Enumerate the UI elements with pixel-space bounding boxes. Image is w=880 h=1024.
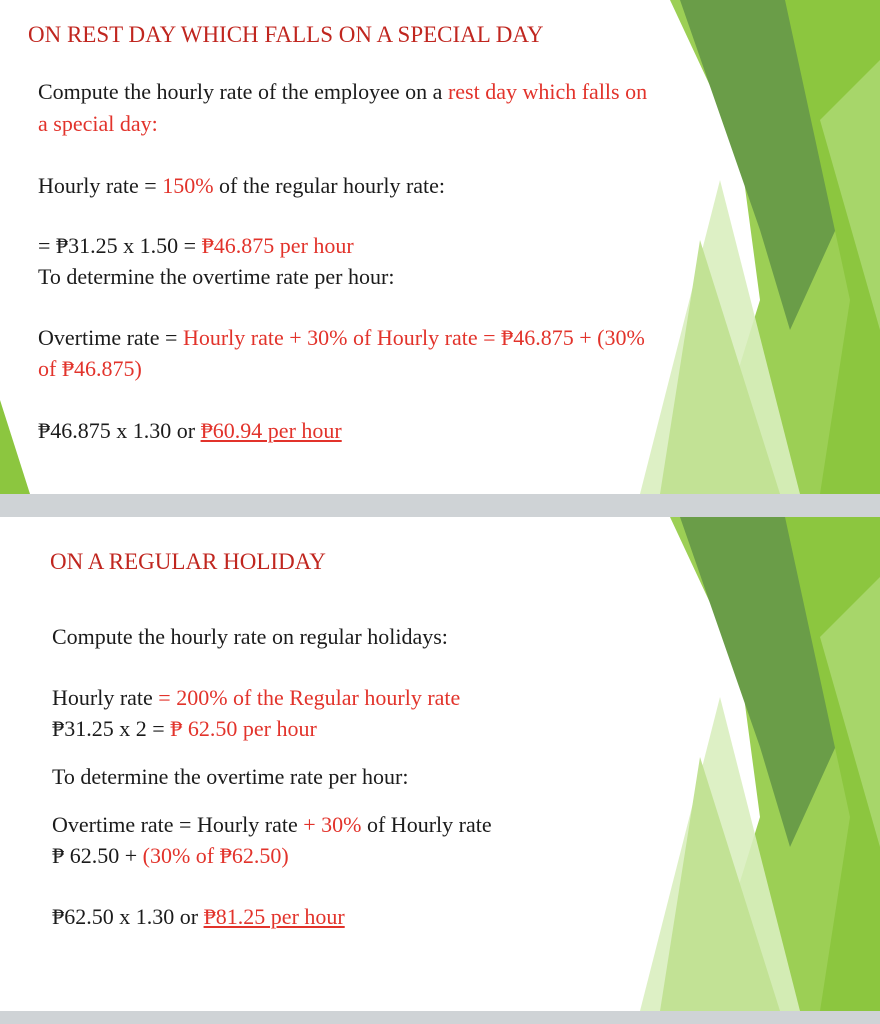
overtime-rest: of Hourly rate [361, 812, 492, 837]
overtime-line-1 [38, 322, 645, 353]
overtime-label: Overtime rate = Hourly rate [52, 812, 304, 837]
overtime-intro: To determine the overtime rate per hour: [38, 264, 395, 289]
hourly-rate-formula: = 200% of the Regular hourly rate [158, 685, 461, 710]
overtime-intro: To determine the overtime rate per hour: [52, 764, 409, 789]
final-line [52, 901, 345, 932]
overtime-line-1 [52, 809, 492, 840]
intro-line: Compute the hourly rate on regular holidays: [52, 624, 448, 649]
overtime-line-2 [52, 840, 289, 871]
overtime-label: Overtime rate = [38, 325, 183, 350]
calculation-text: = ₱31.25 x 1.50 = [38, 233, 202, 258]
slide-rest-day-special-day [0, 0, 880, 494]
hourly-rate-line [38, 170, 445, 201]
calculation-line [38, 230, 354, 261]
overtime-base: ₱ 62.50 + [52, 843, 143, 868]
hourly-rate-rest: of the regular hourly rate: [213, 173, 446, 198]
slide-title: ON REST DAY WHICH FALLS ON A SPECIAL DAY [28, 22, 544, 47]
calculation-result: ₱ 62.50 per hour [170, 716, 317, 741]
overtime-percent: + 30% [303, 812, 362, 837]
final-line [38, 415, 342, 446]
calculation-result: ₱46.875 per hour [201, 233, 354, 258]
final-result: ₱81.25 per hour [203, 904, 345, 929]
final-result: ₱60.94 per hour [200, 418, 342, 443]
hourly-rate-label: Hourly rate [52, 685, 159, 710]
overtime-line-2: of ₱46.875) [38, 356, 142, 381]
intro-line-2: a special day: [38, 111, 158, 136]
final-text: ₱62.50 x 1.30 or [52, 904, 204, 929]
overtime-addition: (30% of ₱62.50) [142, 843, 289, 868]
overtime-formula: Hourly rate + 30% of Hourly rate = ₱46.875 + (30% [182, 325, 645, 350]
slide-title: ON A REGULAR HOLIDAY [50, 549, 326, 574]
calculation-line [52, 713, 317, 744]
hourly-rate-percent: 150% [162, 173, 214, 198]
hourly-rate-label: Hourly rate = [38, 173, 163, 198]
hourly-rate-line [52, 682, 460, 713]
calculation-text: ₱31.25 x 2 = [52, 716, 171, 741]
intro-highlight: rest day which falls on [447, 79, 648, 104]
final-text: ₱46.875 x 1.30 or [38, 418, 201, 443]
intro-line-1 [38, 76, 647, 107]
intro-text: Compute the hourly rate of the employee on a [38, 79, 448, 104]
slide-regular-holiday [0, 517, 880, 1011]
